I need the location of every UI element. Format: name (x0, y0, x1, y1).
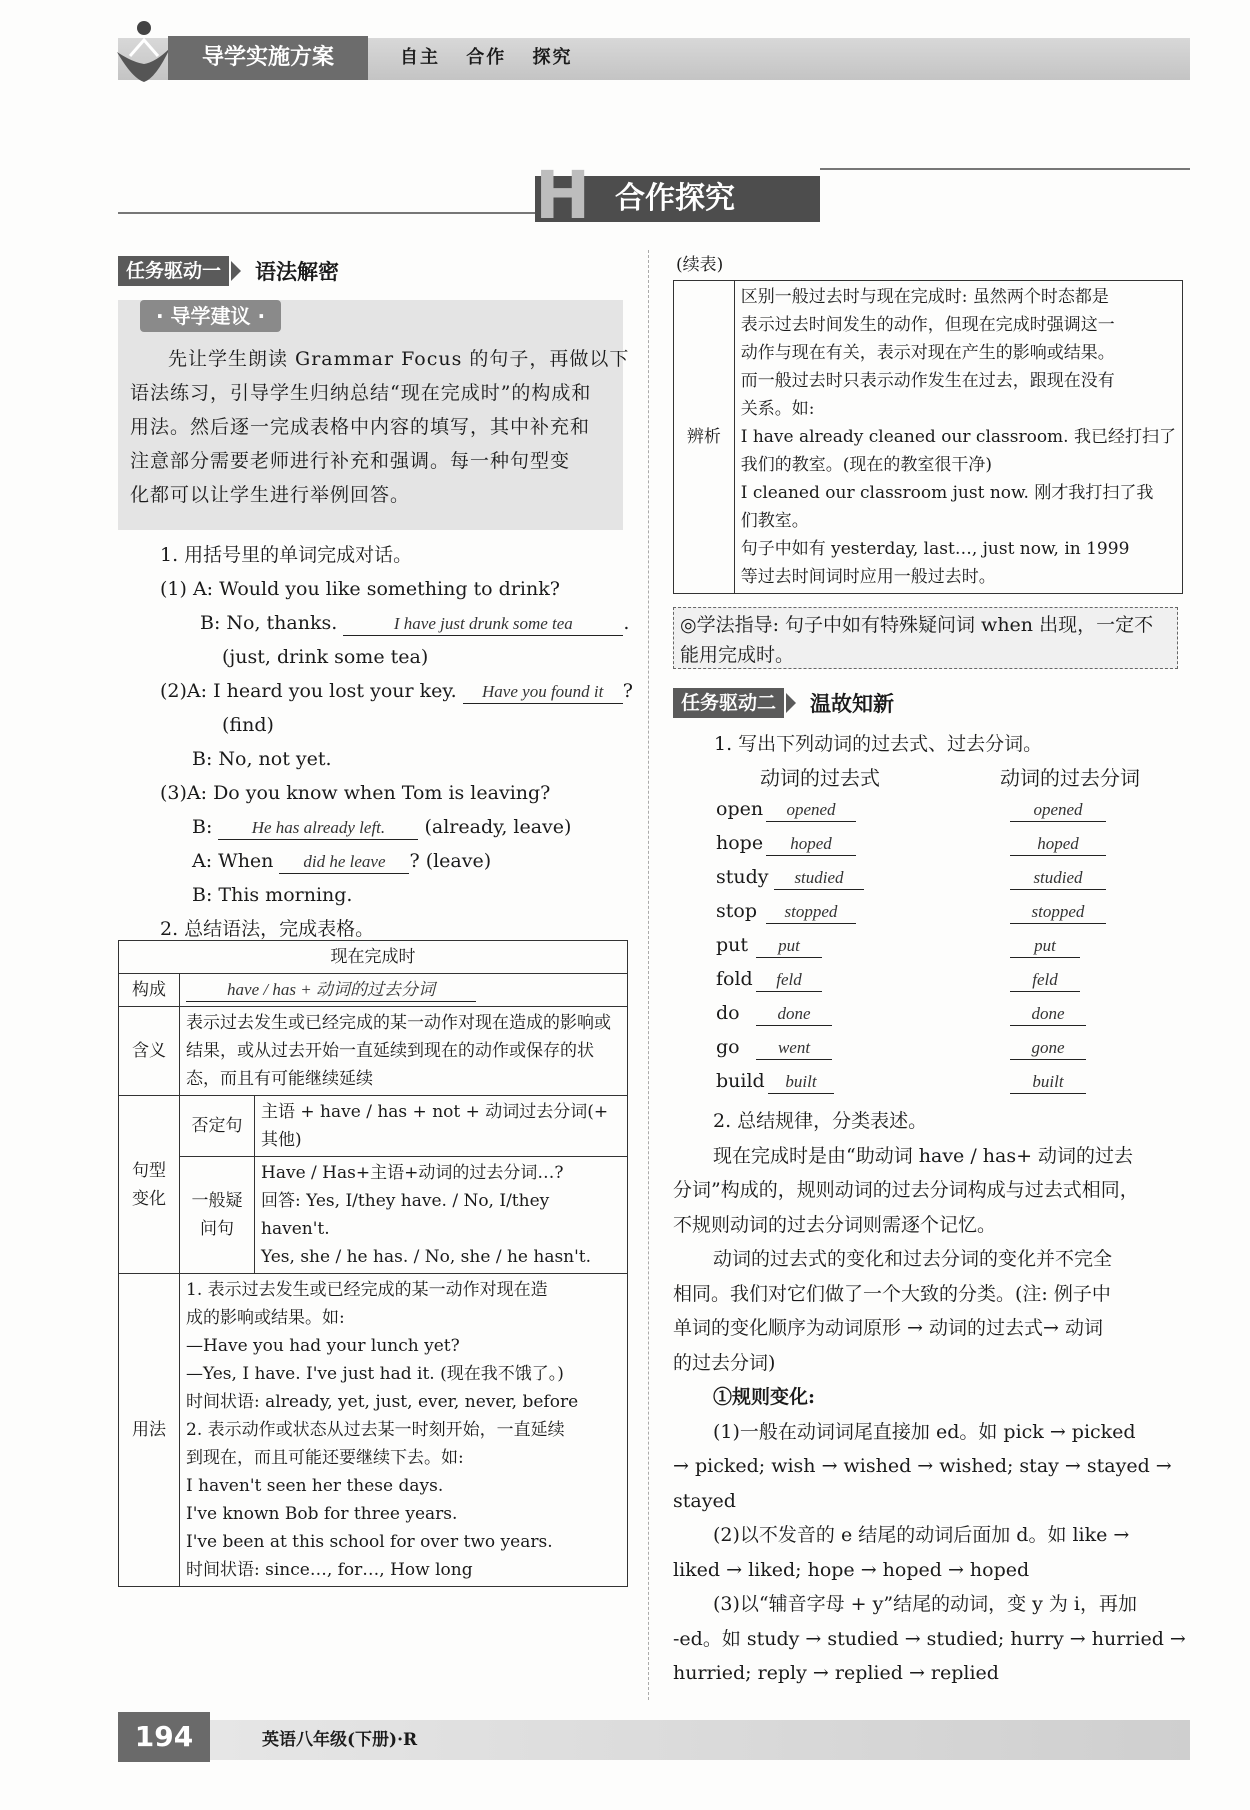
dialog-2a-text: (2)A: I heard you lost your key. (160, 680, 457, 702)
negative-label: 否定句 (180, 1096, 255, 1157)
usage-line: I haven't seen her these days. (186, 1476, 444, 1496)
verb-row (716, 968, 1176, 1002)
guide-text (130, 342, 630, 512)
verb-base: build (716, 1070, 765, 1092)
usage-line: 1. 表示过去发生或已经完成的某一动作对现在造 (186, 1280, 548, 1300)
verb-pp: hoped (1010, 833, 1106, 856)
book-title: 英语八年级(下册)·R (262, 1730, 418, 1750)
analysis-line: 关系。如: (740, 399, 815, 419)
task1-arrow-icon (231, 261, 241, 281)
task1-label: 任务驱动一 (118, 256, 229, 286)
task2-title: 温故知新 (810, 692, 895, 716)
verb-row (716, 798, 1176, 832)
usage-line: 时间状语: already, yet, just, ever, never, before (186, 1392, 579, 1412)
hint-3c: ? (leave) (409, 850, 492, 872)
guide-line: 注意部分需要老师进行补充和强调。每一种句型变 (130, 450, 571, 472)
rule-line: 现在完成时是由“助动词 have / has+ 动词的过去 (713, 1144, 1134, 1167)
verb-row (716, 832, 1176, 866)
guide-line: 先让学生朗读 Grammar Focus 的句子，再做以下 (168, 348, 630, 370)
variation-label: 句型变化 (119, 1096, 180, 1274)
verb-row (716, 900, 1176, 934)
verb-row (716, 934, 1176, 968)
usage-line: 2. 表示动作或状态从过去某一时刻开始，一直延续 (186, 1420, 565, 1440)
analysis-line: 们教室。 (740, 511, 809, 531)
meaning-label: 含义 (119, 1007, 180, 1096)
hint-1b: (just, drink some tea) (222, 646, 429, 668)
usage-line: 到现在，而且可能还要继续下去。如: (186, 1448, 464, 1468)
page-number: 194 (118, 1712, 210, 1762)
rules-block (673, 1104, 1186, 1691)
answer-3c: did he leave (279, 851, 409, 874)
question-line: Yes, she / he has. / No, she / he hasn't. (261, 1247, 592, 1267)
form-answer: have / has + 动词的过去分词 (186, 979, 476, 1002)
analysis-label: 辨析 (674, 281, 735, 594)
dialog-3d: B: This morning. (192, 884, 353, 906)
grammar-table (118, 940, 628, 1587)
form-answer-cell (180, 974, 628, 1007)
verb-base: stop (716, 900, 757, 922)
reader-logo-icon (112, 18, 172, 84)
verb-pp: opened (1010, 799, 1106, 822)
verb-past: put (756, 935, 822, 958)
verb-row (716, 1070, 1176, 1104)
rule-line: 不规则动词的过去分词则需逐个记忆。 (673, 1213, 997, 1236)
column-divider (648, 250, 649, 1700)
header-title: 导学实施方案 (168, 36, 368, 80)
usage-line: 成的影响或结果。如: (186, 1308, 345, 1328)
exercise-1-question: 1. 用括号里的单词完成对话。 (160, 544, 413, 566)
question-cell (255, 1157, 628, 1274)
verb-past: hoped (766, 833, 856, 856)
verb-past: built (768, 1071, 834, 1094)
verb-row (716, 866, 1176, 900)
question-line: 回答: Yes, I/they have. / No, I/they haven't. (261, 1191, 550, 1239)
verb-table (716, 798, 1176, 1104)
question-line: Have / Has+主语+动词的过去分词…? (261, 1163, 564, 1183)
usage-cell (180, 1274, 628, 1587)
rule-line: hurried; reply → replied → replied (673, 1662, 999, 1684)
verb-past: done (756, 1003, 832, 1026)
verb-base: study (716, 866, 769, 888)
verb-past: studied (774, 867, 864, 890)
verb-pp: feld (1010, 969, 1080, 992)
exercise-2-question: 2. 总结语法，完成表格。 (160, 918, 375, 940)
rule-line: 单词的变化顺序为动词原形 → 动词的过去式→ 动词 (673, 1317, 1103, 1339)
rule-line: 分词”构成的，规则动词的过去分词构成与过去式相同， (673, 1179, 1139, 1201)
usage-line: —Yes, I have. I've just had it. (现在我不饿了。) (186, 1364, 564, 1384)
negative-text: 主语 + have / has + not + 动词过去分词(+ 其他) (255, 1096, 628, 1157)
verb-pp: gone (1010, 1037, 1086, 1060)
usage-line: I've known Bob for three years. (186, 1504, 458, 1524)
study-tip: ◎学法指导: 句子中如有特殊疑问词 when 出现，一定不能用完成时。 (673, 607, 1178, 669)
task2-label: 任务驱动二 (673, 688, 784, 718)
grammar-table-title: 现在完成时 (119, 941, 628, 974)
guide-line: 用法。然后逐一完成表格中内容的填写，其中补充和 (130, 416, 591, 438)
verb-past: stopped (766, 901, 856, 924)
dialog-3c (160, 844, 640, 878)
col-pp-header: 动词的过去分词 (1000, 766, 1140, 790)
verb-row (716, 1036, 1176, 1070)
verb-past: went (756, 1037, 832, 1060)
header-tags: 自主 合作 探究 (400, 47, 573, 68)
meaning-text: 表示过去发生或已经完成的某一动作对现在造成的影响或结果，或从过去开始一直延续到现在的动作或保存的状态，而且有可能继续延续 (180, 1007, 628, 1096)
guide-line: 化都可以让学生进行举例回答。 (130, 484, 411, 506)
answer-2a: Have you found it (463, 681, 623, 704)
guide-tag: · 导学建议 · (140, 300, 281, 332)
section-rule-left (118, 212, 538, 214)
verb-base: do (716, 1002, 740, 1024)
analysis-line: 区别一般过去时与现在完成时: 虽然两个时态都是 (740, 287, 1109, 307)
task2-question-1: 1. 写出下列动词的过去式、过去分词。 (714, 733, 1043, 755)
usage-line: —Have you had your lunch yet? (186, 1336, 460, 1356)
verb-past: feld (756, 969, 822, 992)
continued-table (673, 280, 1183, 594)
hint-3b: (already, leave) (424, 816, 572, 838)
section-title: 合作探究 (535, 176, 820, 222)
rule-heading: ①规则变化: (713, 1386, 816, 1408)
usage-label: 用法 (119, 1274, 180, 1587)
dialog-3b (160, 810, 640, 844)
rule-line: 的过去分词) (673, 1351, 776, 1374)
verb-pp: stopped (1010, 901, 1106, 924)
analysis-cell (734, 281, 1182, 594)
verb-pp: built (1010, 1071, 1086, 1094)
dialog-3c-text: A: When (192, 850, 274, 872)
analysis-line: 而一般过去时只表示动作发生在过去，跟现在没有 (740, 371, 1115, 391)
analysis-line: I have already cleaned our classroom. 我已经打扫了 (740, 427, 1176, 447)
verb-row (716, 1002, 1176, 1036)
dialog-1a: (1) A: Would you like something to drink? (160, 578, 560, 600)
verb-pp: done (1010, 1003, 1086, 1026)
dialog-2a: (2)A: I heard you lost your key. Have you found it ? (160, 680, 633, 702)
answer-1b: I have just drunk some tea (343, 613, 623, 636)
analysis-line: 表示过去时间发生的动作，但现在完成时强调这一 (740, 315, 1115, 335)
analysis-line: I cleaned our classroom just now. 刚才我打扫了我 (740, 483, 1154, 503)
verb-base: go (716, 1036, 740, 1058)
rule-line: stayed (673, 1489, 736, 1512)
rule-line: liked → liked; hope → hoped → hoped (673, 1558, 1030, 1581)
section-rule-right (820, 168, 1190, 170)
task1-title: 语法解密 (255, 260, 340, 284)
continued-label: (续表) (676, 255, 724, 275)
dialog-2b: B: No, not yet. (192, 748, 332, 770)
exercise-1 (160, 538, 640, 946)
verb-base: open (716, 798, 764, 820)
rule-line: 动词的过去式的变化和过去分词的变化并不完全 (713, 1248, 1113, 1270)
task2-heading (673, 688, 894, 718)
rule-line: 相同。我们对它们做了一个大致的分类。(注: 例子中 (673, 1282, 1111, 1305)
task1-heading (118, 256, 339, 286)
analysis-line: 句子中如有 yesterday, last…, just now, in 1999 (740, 539, 1130, 559)
usage-line: I've been at this school for over two years. (186, 1532, 553, 1552)
verb-pp: studied (1010, 867, 1106, 890)
dialog-1b: B: No, thanks. I have just drunk some tea . (200, 612, 630, 634)
form-label: 构成 (119, 974, 180, 1007)
answer-3b: He has already left. (218, 817, 418, 840)
analysis-line: 等过去时间词时应用一般过去时。 (740, 567, 996, 587)
rule-line: -ed。如 study → studied → studied; hurry → hurried → (673, 1627, 1186, 1650)
dialog-3b-text: B: (192, 816, 213, 838)
verb-pp: put (1010, 935, 1080, 958)
verb-past: opened (766, 799, 856, 822)
task2-arrow-icon (786, 693, 796, 713)
col-past-header: 动词的过去式 (760, 766, 880, 790)
rule-line: → picked; wish → wished → wished; stay → stayed → (673, 1455, 1172, 1477)
rule-line: (2)以不发音的 e 结尾的动词后面加 d。如 like → (713, 1524, 1130, 1546)
hint-2a: (find) (222, 714, 274, 736)
rule-line: (1)一般在动词词尾直接加 ed。如 pick → picked (713, 1420, 1136, 1443)
dialog-1b-text: B: No, thanks. (200, 612, 338, 634)
rule-line: (3)以“辅音字母 + y”结尾的动词，变 y 为 i，再加 (713, 1593, 1138, 1615)
task2-question-2: 2. 总结规律，分类表述。 (713, 1110, 928, 1132)
verb-base: put (716, 934, 749, 956)
question-label: 一般疑问句 (180, 1157, 255, 1274)
section-letter: H (535, 157, 591, 234)
dialog-3a: (3)A: Do you know when Tom is leaving? (160, 782, 551, 804)
analysis-line: 我们的教室。(现在的教室很干净) (740, 455, 992, 475)
guide-line: 语法练习，引导学生归纳总结“现在完成时”的构成和 (130, 382, 592, 404)
usage-line: 时间状语: since…, for…, How long (186, 1560, 473, 1580)
verb-base: hope (716, 832, 764, 854)
analysis-line: 动作与现在有关，表示对现在产生的影响或结果。 (740, 343, 1115, 363)
verb-base: fold (716, 968, 753, 990)
